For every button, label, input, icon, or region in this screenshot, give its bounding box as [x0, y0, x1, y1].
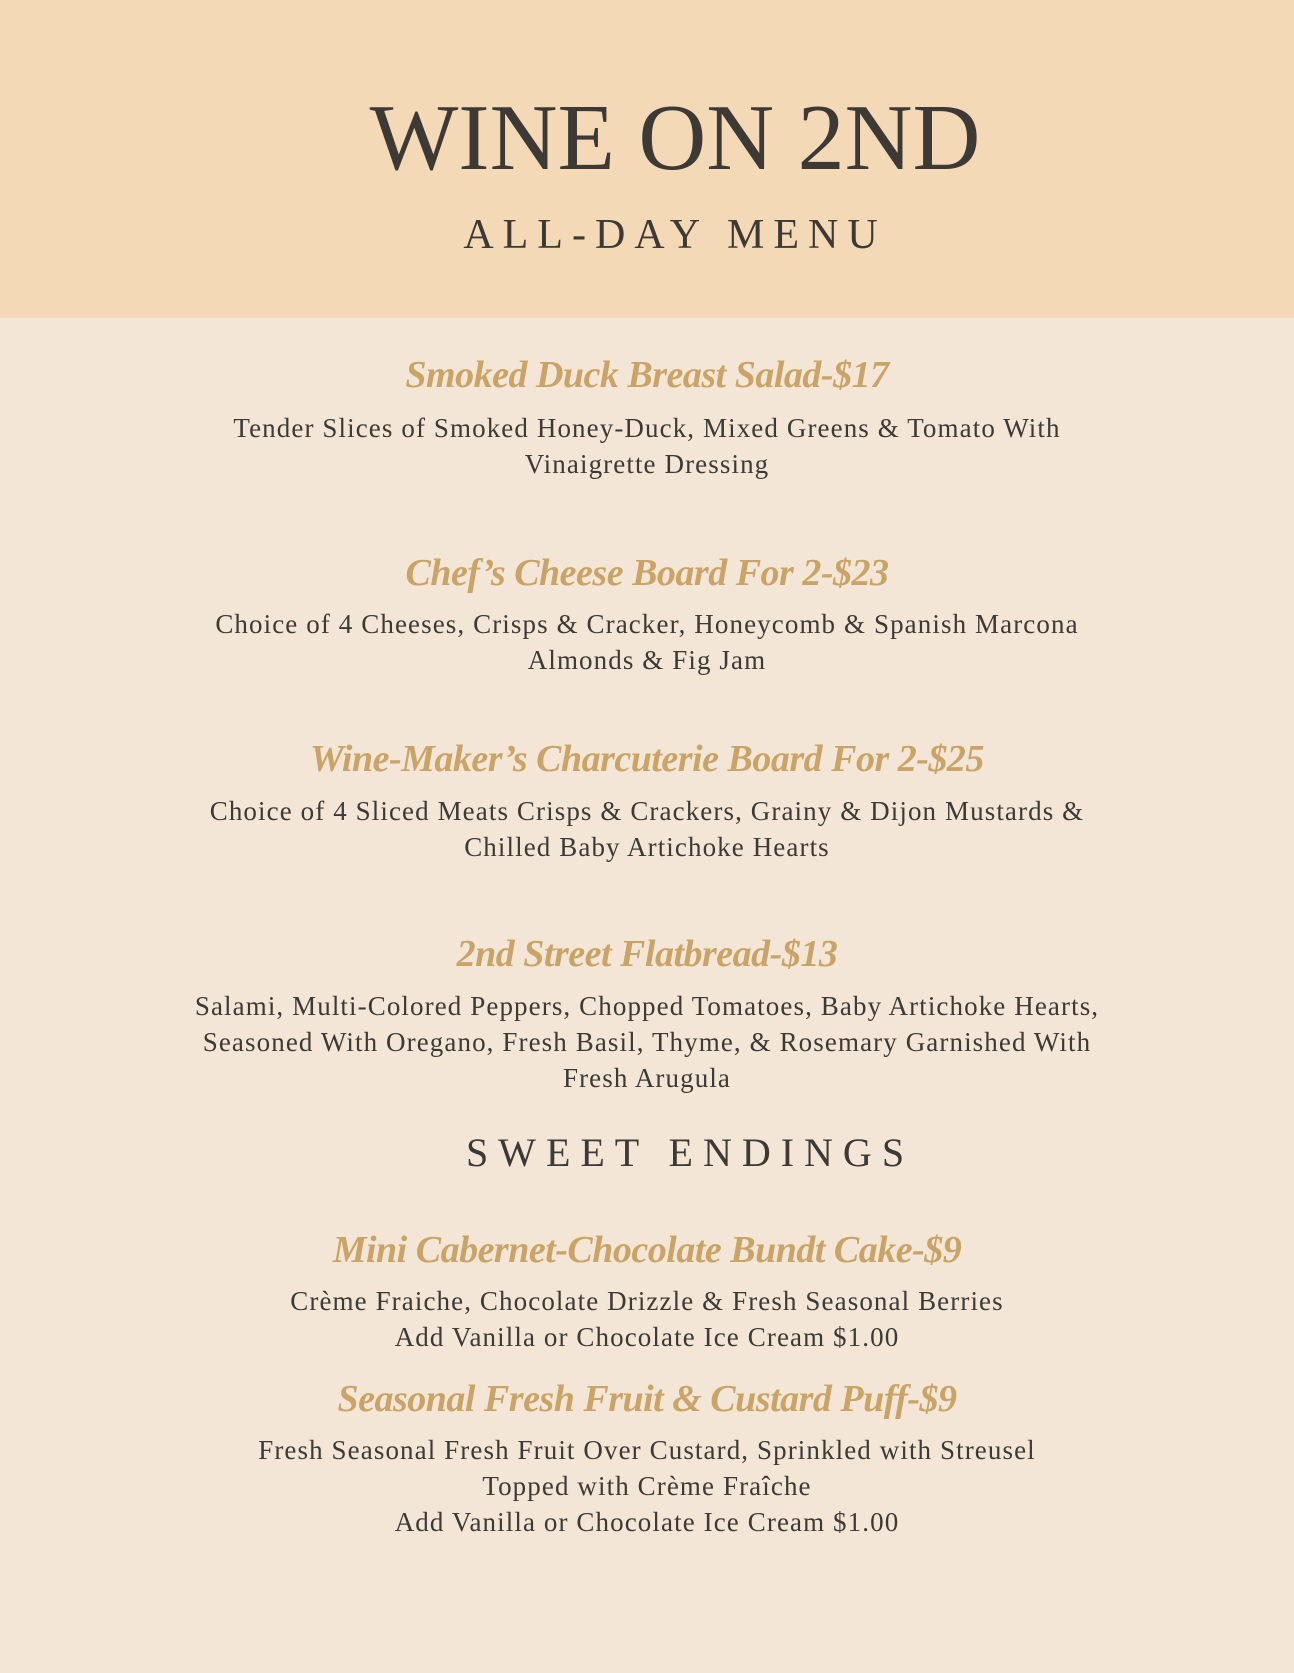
menu-item-name: Wine-Maker’s Charcuterie Board For 2-$25: [310, 738, 984, 780]
page-title: WINE ON 2ND: [369, 86, 981, 190]
menu-item-name: Smoked Duck Breast Salad-$17: [405, 354, 889, 396]
description-line: Tender Slices of Smoked Honey-Duck, Mixed Greens & Tomato With: [233, 413, 1061, 443]
menu-item-description: [0, 793, 1294, 865]
description-line: Topped with Crème Fraîche: [482, 1471, 812, 1501]
description-line: Add Vanilla or Chocolate Ice Cream $1.00: [394, 1322, 900, 1352]
menu-item-description: [0, 1432, 1294, 1540]
menu-item-name: Chef’s Cheese Board For 2-$23: [405, 552, 889, 594]
description-line: Crème Fraiche, Chocolate Drizzle & Fresh Seasonal Berries: [290, 1286, 1004, 1316]
menu-item-description: [0, 1283, 1294, 1355]
description-line: Choice of 4 Cheeses, Crisps & Cracker, Honeycomb & Spanish Marcona: [215, 609, 1079, 639]
section-title-sweet-endings: SWEET ENDINGS: [465, 1130, 915, 1175]
header-banner: [0, 0, 1294, 318]
menu-item-description: [0, 606, 1294, 678]
menu-item-name: 2nd Street Flatbread-$13: [456, 933, 838, 975]
description-line: Fresh Arugula: [562, 1063, 732, 1093]
description-line: Salami, Multi-Colored Peppers, Chopped Tomatoes, Baby Artichoke Hearts,: [194, 991, 1100, 1021]
description-line: Add Vanilla or Chocolate Ice Cream $1.00: [394, 1507, 900, 1537]
description-line: Choice of 4 Sliced Meats Crisps & Crackers, Grainy & Dijon Mustards &: [209, 796, 1085, 826]
menu-item-name: Seasonal Fresh Fruit & Custard Puff-$9: [337, 1378, 957, 1420]
menu-item-description: [0, 988, 1294, 1096]
description-line: Vinaigrette Dressing: [524, 449, 770, 479]
description-line: Almonds & Fig Jam: [527, 645, 767, 675]
menu-item-description: [0, 410, 1294, 482]
description-line: Fresh Seasonal Fresh Fruit Over Custard, Sprinkled with Streusel: [258, 1435, 1036, 1465]
description-line: Seasoned With Oregano, Fresh Basil, Thyme, & Rosemary Garnished With: [202, 1027, 1092, 1057]
description-line: Chilled Baby Artichoke Hearts: [464, 832, 830, 862]
menu-item-name: Mini Cabernet-Chocolate Bundt Cake-$9: [332, 1229, 962, 1271]
page-subtitle: ALL-DAY MENU: [463, 212, 887, 258]
